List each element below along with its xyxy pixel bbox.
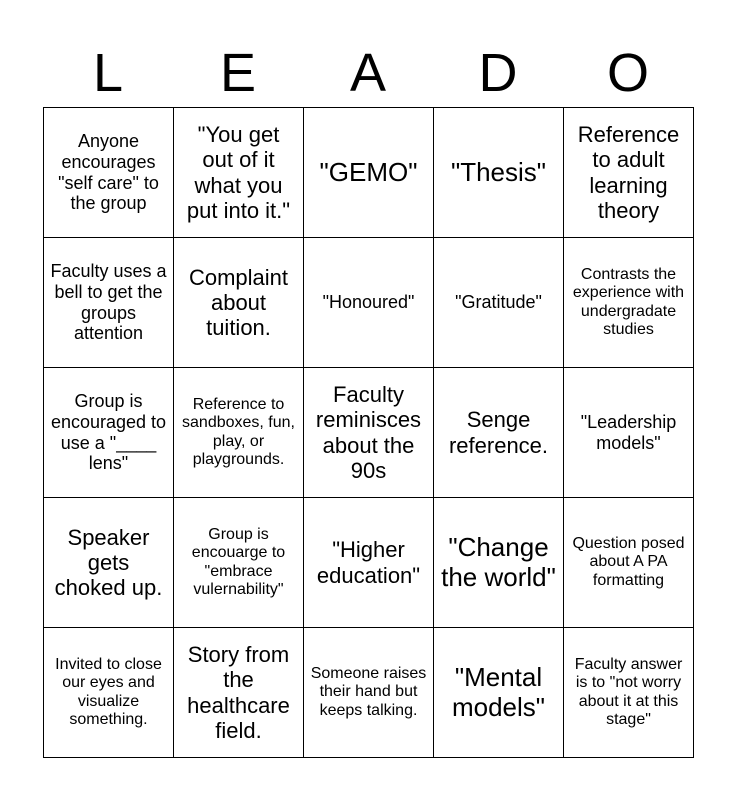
bingo-cell: Group is encouraged to use a "____ lens" xyxy=(44,368,174,498)
header-letter-o: O xyxy=(606,43,649,103)
bingo-cell: "Change the world" xyxy=(434,498,564,628)
bingo-row xyxy=(44,628,694,758)
bingo-row xyxy=(44,498,694,628)
bingo-cell: Senge reference. xyxy=(434,368,564,498)
bingo-cell: Invited to close our eyes and visualize something. xyxy=(44,628,174,758)
bingo-row xyxy=(44,238,694,368)
bingo-row xyxy=(44,108,694,238)
header-letter-e: E xyxy=(219,43,257,103)
header-letter-l: L xyxy=(92,43,124,103)
bingo-cell: Contrasts the experience with undergradate studies xyxy=(564,238,694,368)
bingo-cell: Story from the healthcare field. xyxy=(174,628,304,758)
bingo-cell: "Leadership models" xyxy=(564,368,694,498)
bingo-cell: Complaint about tuition. xyxy=(174,238,304,368)
bingo-cell: Someone raises their hand but keeps talking. xyxy=(304,628,434,758)
header-letter-d: D xyxy=(478,43,518,103)
bingo-cell: "Honoured" xyxy=(304,238,434,368)
bingo-cell: "Gratitude" xyxy=(434,238,564,368)
bingo-cell: Faculty uses a bell to get the groups attention xyxy=(44,238,174,368)
bingo-grid xyxy=(43,107,694,758)
bingo-row xyxy=(44,368,694,498)
bingo-cell: Group is encouarge to "embrace vulernability" xyxy=(174,498,304,628)
bingo-cell: Anyone encourages "self care" to the group xyxy=(44,108,174,238)
bingo-cell: Reference to sandboxes, fun, play, or playgrounds. xyxy=(174,368,304,498)
bingo-header xyxy=(43,42,693,104)
bingo-cell: Question posed about A PA formatting xyxy=(564,498,694,628)
bingo-cell: "Thesis" xyxy=(434,108,564,238)
bingo-cell: Speaker gets choked up. xyxy=(44,498,174,628)
bingo-cell: "You get out of it what you put into it." xyxy=(174,108,304,238)
bingo-cell: Reference to adult learning theory xyxy=(564,108,694,238)
bingo-cell: "Higher education" xyxy=(304,498,434,628)
bingo-cell: Faculty answer is to "not worry about it at this stage" xyxy=(564,628,694,758)
bingo-cell: Faculty reminisces about the 90s xyxy=(304,368,434,498)
bingo-cell: "Mental models" xyxy=(434,628,564,758)
bingo-cell: "GEMO" xyxy=(304,108,434,238)
header-letter-a: A xyxy=(349,43,387,103)
